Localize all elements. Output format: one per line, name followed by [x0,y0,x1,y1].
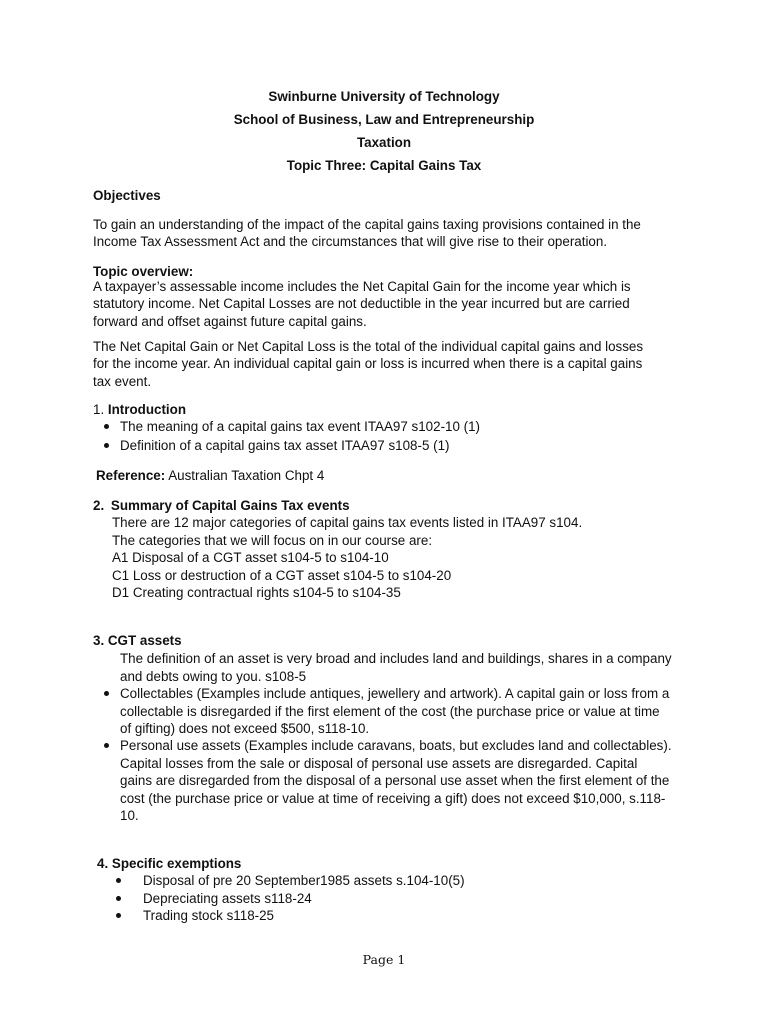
university-name: Swinburne University of Technology [268,89,500,104]
introduction-number: 1. [93,402,105,417]
school-name: School of Business, Law and Entrepreneurship [233,112,535,127]
summary-line: There are 12 major categories of capital gains tax events listed in ITAA97 s104. [112,515,583,531]
introduction-section [93,401,693,454]
objectives-text: To gain an understanding of the impact of the capital gains taxing provisions contained in the Income Tax Assessment Act and the circumstances that will give rise to their operation. [93,217,641,250]
introduction-bullet-list [93,418,693,454]
reference-line [96,467,696,484]
list-item: Definition of a capital gains tax asset ITAA97 s108-5 (1) [93,437,693,454]
exemptions-section [97,855,697,925]
objectives-heading: Objectives [93,188,161,203]
cgt-assets-section [93,632,673,824]
summary-heading-line [93,497,693,514]
subject-name: Taxation [356,135,412,150]
overview-heading: Topic overview: [93,264,194,279]
list-item: Disposal of pre 20 September1985 assets s.104-10(5) [97,872,697,889]
cgt-assets-intro: The definition of an asset is very broad and includes land and buildings, shares in a company and debts owing to you. s108-5 [120,651,672,684]
list-item: The meaning of a capital gains tax event ITAA97 s102-10 (1) [93,418,693,435]
summary-line: C1 Loss or destruction of a CGT asset s104-5 to s104-20 [112,567,452,583]
page-number: Page 1 [362,952,406,967]
introduction-heading: Introduction [107,402,187,417]
list-item: Depreciating assets s118-24 [97,890,697,907]
cgt-assets-heading: 3. CGT assets [93,633,182,648]
summary-heading: Summary of Capital Gains Tax events [110,498,350,513]
summary-section [93,497,693,601]
summary-line: D1 Creating contractual rights s104-5 to s104-35 [112,585,401,601]
exemptions-heading: 4. Specific exemptions [97,856,242,871]
summary-line: A1 Disposal of a CGT asset s104-5 to s104-10 [112,550,389,566]
overview-paragraph-2: The Net Capital Gain or Net Capital Loss is the total of the individual capital gains and losses for the income year. An individual capital gain or loss is incurred when there is a capital gains tax event. [93,339,644,389]
overview-paragraph-1: A taxpayer’s assessable income includes the Net Capital Gain for the income year which is statutory income. Net Capital Losses are not deductible in the year incurred but are carried forward and offset against future capital gains. [93,279,631,329]
exemptions-bullet-list [97,872,697,924]
reference-text: Australian Taxation Chpt 4 [168,468,325,483]
cgt-assets-bullet-list [93,685,673,824]
list-item: Trading stock s118-25 [97,907,697,924]
list-item: Personal use assets (Examples include caravans, boats, but excludes land and collectables). Capital losses from the sale or disposal of personal use assets are disregarded. Capital gains are disregarded from the disposal of a personal use asset when the first element of the cost (the purchase price or value at time of receiving a gift) does not exceed $10,000, s.118-10. [93,737,673,824]
reference-label: Reference: [96,468,166,483]
introduction-heading-line [93,401,693,418]
list-item: Collectables (Examples include antiques, jewellery and artwork). A capital gain or loss from a collectable is disregarded if the first element of the cost (the purchase price or value at time of gifting) does not exceed $500, s118-10. [93,685,673,737]
topic-title: Topic Three: Capital Gains Tax [286,158,482,173]
summary-line: The categories that we will focus on in our course are: [112,532,433,548]
summary-number: 2. [93,498,105,513]
